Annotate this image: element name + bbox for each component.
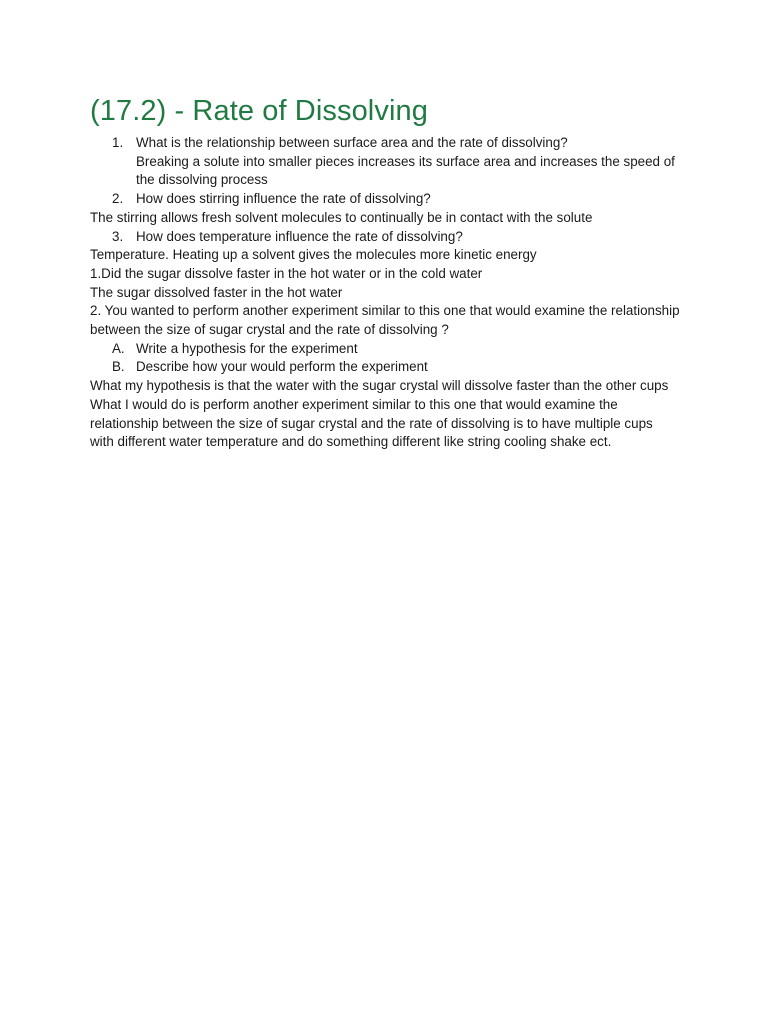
list-marker: 1. [112, 135, 124, 150]
question-text: What is the relationship between surface area and the rate of dissolving? [136, 135, 568, 150]
list-item-2 [90, 190, 690, 209]
instruction-text: Write a hypothesis for the experiment [136, 340, 358, 356]
final-answer: What my hypothesis is that the water with the sugar crystal will dissolve faster than the other cups What I would do is perform another experiment similar to this one that would examine the relationship between the size of sugar crystal and the rate of dissolving is to have multiple cups with different water temperature and do something different like string cooling shake ect. [90, 378, 669, 450]
experiment-question: 2. You wanted to perform another experiment similar to this one that would examine the relationship between the size of sugar crystal and the rate of dissolving ? [90, 303, 680, 338]
list-item-1 [90, 134, 690, 190]
list-marker: B. [112, 359, 125, 375]
letter-item-a [90, 340, 690, 359]
document-title: (17.2) - Rate of Dissolving [90, 95, 428, 127]
instruction-text: Describe how your would perform the experiment [136, 359, 428, 375]
stirring-answer: The stirring allows fresh solvent molecules to continually be in contact with the solute [90, 209, 593, 225]
list-marker: 2. [112, 191, 124, 207]
sugar-question: 1.Did the sugar dissolve faster in the hot water or in the cold water [90, 265, 483, 281]
document-page [90, 92, 690, 452]
list-marker: 3. [112, 228, 124, 244]
list-marker: A. [112, 340, 125, 356]
letter-item-b [90, 358, 690, 377]
question-text: How does temperature influence the rate of dissolving? [136, 228, 463, 244]
answer-text: Breaking a solute into smaller pieces increases its surface area and increases the speed of the dissolving process [136, 153, 675, 188]
question-text: How does stirring influence the rate of dissolving? [136, 191, 431, 207]
list-item-3 [90, 228, 690, 247]
temperature-answer: Temperature. Heating up a solvent gives the molecules more kinetic energy [90, 247, 537, 263]
sugar-answer: The sugar dissolved faster in the hot water [90, 284, 343, 300]
